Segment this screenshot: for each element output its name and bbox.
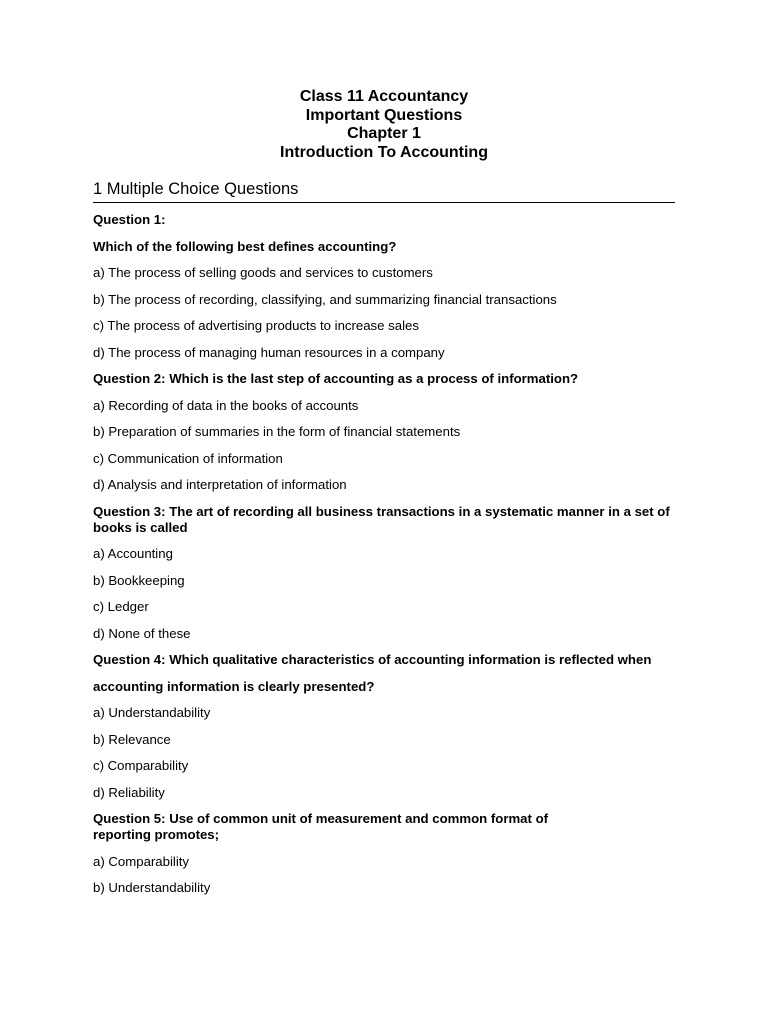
question-4-option-b: b) Relevance <box>93 731 171 747</box>
question-3-option-a: a) Accounting <box>93 546 173 561</box>
question-5-text-line-1: Question 5: Use of common unit of measurement and common format of <box>93 811 549 826</box>
question-1-option-a: a) The process of selling goods and services to customers <box>93 265 433 280</box>
question-list <box>93 212 678 907</box>
question-4-option-a: a) Understandability <box>93 705 211 720</box>
title-line-3: Chapter 1 <box>347 125 421 143</box>
question-2-text: Question 2: Which is the last step of accounting as a process of information? <box>93 371 579 386</box>
question-3-option-d: d) None of these <box>93 625 191 641</box>
question-2-option-a: a) Recording of data in the books of accounts <box>93 397 359 413</box>
question-5-option-a: a) Comparability <box>93 853 190 869</box>
question-1-option-c: c) The process of advertising products to increase sales <box>93 318 419 333</box>
question-4-text: Question 4: Which qualitative characteristics of accounting information is reflected when <box>93 652 652 667</box>
question-3-option-b: b) Bookkeeping <box>93 572 185 588</box>
question-5-option-b: b) Understandability <box>93 880 211 895</box>
question-1-option-d: d) The process of managing human resources in a company <box>93 344 445 360</box>
section-heading: 1 Multiple Choice Questions <box>93 180 675 203</box>
question-5-text <box>93 811 678 843</box>
question-3-option-c: c) Ledger <box>93 599 149 614</box>
question-4-option-c: c) Comparability <box>93 758 189 773</box>
question-1-text: Which of the following best defines accounting? <box>93 238 397 254</box>
question-1-label: Question 1: <box>93 212 166 227</box>
question-4-text-continued: accounting information is clearly presented? <box>93 678 375 694</box>
title-line-2: Important Questions <box>305 106 463 124</box>
question-2-option-b: b) Preparation of summaries in the form of financial statements <box>93 424 461 439</box>
question-3-text: Question 3: The art of recording all business transactions in a systematic manner in a set of books is called <box>93 503 670 535</box>
title-line-1: Class 11 Accountancy <box>299 88 469 105</box>
question-2-option-d: d) Analysis and interpretation of information <box>93 477 347 492</box>
question-2-option-c: c) Communication of information <box>93 450 283 466</box>
question-5-text-line-2: reporting promotes; <box>93 827 220 842</box>
question-1-option-b: b) The process of recording, classifying, and summarizing financial transactions <box>93 291 557 307</box>
document-title <box>0 88 768 162</box>
title-line-4: Introduction To Accounting <box>280 143 488 161</box>
question-4-option-d: d) Reliability <box>93 784 165 800</box>
